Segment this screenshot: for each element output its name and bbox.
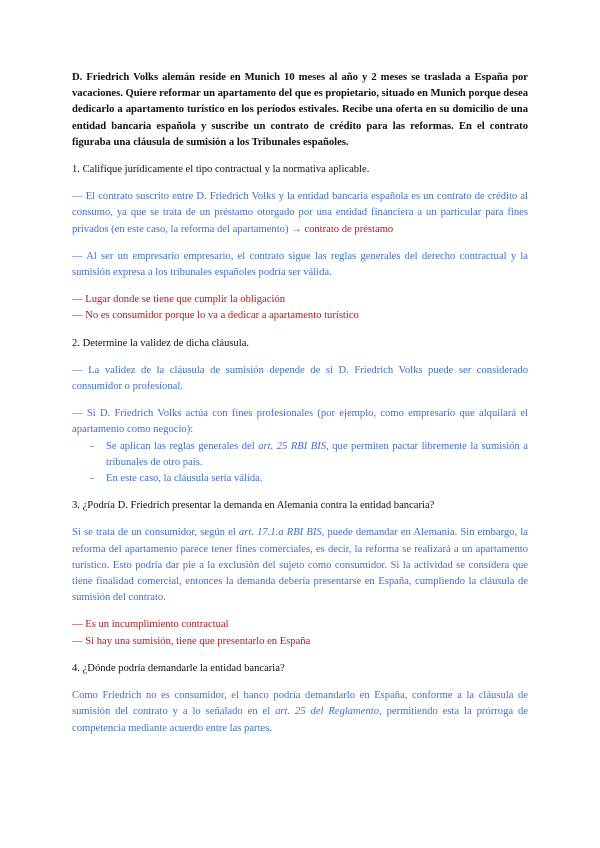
q3-note-2: — Si hay una sumisión, tiene que presentarlo en España — [72, 635, 311, 647]
question-3: 3. ¿Podría D. Friedrich presentar la demanda en Alemania contra la entidad bancaria? — [72, 500, 435, 512]
q2-bullet-1-citation: art. 25 RBI BIS — [258, 440, 327, 452]
q1-answer-1 — [72, 189, 528, 238]
q2-answer-1: — La validez de la cláusula de sumisión depende de si D. Friedrich Volks puede ser considerado consumidor o profesional. — [72, 364, 528, 393]
q2-bullet-2-text: En este caso, la cláusula sería válida. — [106, 473, 263, 485]
bullet-dash: - — [90, 440, 94, 452]
q4-answer-post: , permitiendo esta la prórroga de competencia mediante acuerdo entre las partes. — [72, 706, 528, 734]
q3-answer-pre: Si se trata de un consumidor, según el — [72, 527, 236, 539]
q4-answer-pre: Como Friedrich no es consumidor, el banco podría demandarlo en España, conforme a la cláusula de sumisión del contrato y a lo señalado en el — [72, 690, 528, 718]
document-page — [72, 70, 528, 737]
q2-bullet-2 — [72, 471, 528, 487]
q4-answer — [72, 688, 528, 737]
case-statement: D. Friedrich Volks alemán reside en Munich 10 meses al año y 2 meses se traslada a España por vacaciones. Quiere reformar un apartamento del que es propietario, situado en Munich porque desea dedicarlo a apartamento turístico en los períodos estivales. Recibe una oferta en su domicilio de una entidad bancaria española y suscribe un contrato de crédito para las reformas. En el contrato figuraba una cláusula de sumisión a los Tribunales españoles. — [72, 72, 529, 148]
q3-answer — [72, 525, 528, 606]
q4-answer-citation: art. 25 del Reglamento — [275, 706, 379, 718]
question-1: 1. Califique jurídicamente el tipo contractual y la normativa aplicable. — [72, 164, 370, 176]
q1-note-2: — No es consumidor porque lo va a dedicar a apartamento turístico — [72, 310, 359, 322]
q3-answer-post: , puede demandar en Alemania. Sin embargo, la reforma del apartamento parece tener fines comerciales, es decir, la reforma se realizará a un apartamento turístico. Esto podría dar pie a la exclusión del sujeto como consumidor. Si la actividad se considera que tiene finalidad comercial, entonces la demanda debería presentarse en España, cumpliendo la cláusula de sumisión del contrato. — [72, 527, 528, 604]
q1-answer-1-highlight: contrato de préstamo — [304, 223, 394, 235]
q2-bullet-1 — [72, 439, 528, 471]
q1-answer-1-text: — El contrato suscrito entre D. Friedrich Volks y la entidad bancaria española es un contrato de crédito al consumo, ya que se trata de un préstamo otorgado por una entidad financiera a un particular para fines privados (en este caso, la reforma del apartamento) → — [72, 191, 528, 235]
q2-bullet-1-pre: Se aplican las reglas generales del — [106, 440, 255, 452]
q1-note-1: — Lugar donde se tiene que cumplir la obligación — [72, 294, 285, 306]
q2-bullet-1-post: , que permiten pactar libremente la sumisión a tribunales de otro país. — [106, 440, 529, 468]
q1-answer-2: — Al ser un empresario empresario, el contrato sigue las reglas generales del derecho contractual y la sumisión expresa a los tribunales españoles podría ser válida. — [72, 250, 528, 279]
question-4: 4. ¿Dónde podría demandarle la entidad bancaria? — [72, 662, 285, 674]
q2-bullet-list — [72, 439, 528, 488]
q2-answer-2: — Si D. Friedrich Volks actúa con fines profesionales (por ejemplo, como empresario que alquilará el apartamento como negocio): — [72, 408, 528, 436]
question-2: 2. Determine la validez de dicha cláusula. — [72, 337, 250, 349]
bullet-dash: - — [90, 473, 94, 485]
q3-answer-citation: art. 17.1.a RBI BIS — [238, 527, 322, 539]
q3-note-1: — Es un incumplimiento contractual — [72, 619, 229, 631]
